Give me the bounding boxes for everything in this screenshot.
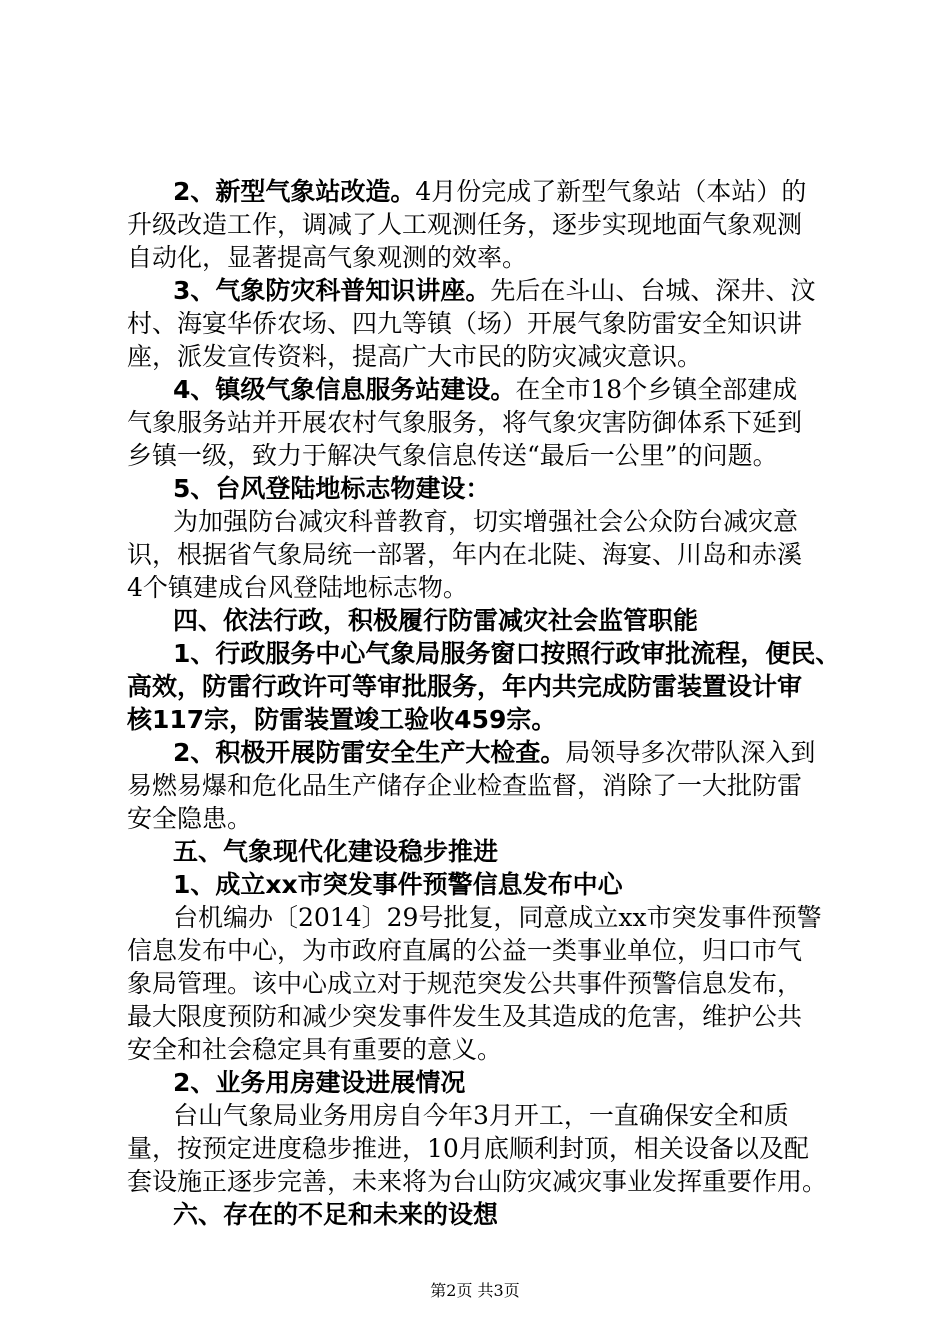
paragraph-line: 量，按预定进度稳步推进，10月底顺利封顶，相关设备以及配 <box>127 1134 809 1163</box>
item-text: 在全市18个乡镇全部建成 <box>515 375 798 404</box>
paragraph-line <box>0 736 950 770</box>
paragraph-line: 气象服务站并开展农村气象服务，将气象灾害防御体系下延到 <box>127 408 803 437</box>
paragraph-line: 高效，防雷行政许可等审批服务，年内共完成防雷装置设计审 <box>127 672 803 701</box>
item-text: 局领导多次带队深入到 <box>565 738 816 767</box>
section-heading: 五、气象现代化建设稳步推进 <box>173 837 499 866</box>
paragraph-line: 识，根据省气象局统一部署，年内在北陡、海宴、川岛和赤溪 <box>127 540 803 569</box>
section-subheading: 2、业务用房建设进展情况 <box>173 1068 466 1097</box>
paragraph-line: 套设施正逐步完善，未来将为台山防灾减灾事业发挥重要作用。 <box>127 1167 828 1196</box>
paragraph-line: 1、行政服务中心气象局服务窗口按照行政审批流程，便民、 <box>173 639 841 668</box>
section-heading: 六、存在的不足和未来的设想 <box>173 1200 499 1229</box>
paragraph-line: 台机编办〔2014〕29号批复，同意成立xx市突发事件预警 <box>173 903 822 932</box>
page-footer: 第2页 共3页 <box>430 1281 520 1300</box>
paragraph-line: 核117宗，防雷装置竣工验收459宗。 <box>127 705 557 734</box>
paragraph-line <box>0 373 950 407</box>
paragraph-line <box>0 274 950 308</box>
paragraph-line: 4个镇建成台风登陆地标志物。 <box>127 573 468 602</box>
paragraph-line: 安全隐患。 <box>127 804 253 833</box>
paragraph-line: 村、海宴华侨农场、四九等镇（场）开展气象防雷安全知识讲 <box>127 309 803 338</box>
item-heading: 2、积极开展防雷安全生产大检查。 <box>173 738 566 767</box>
paragraph-line: 乡镇一级，致力于解决气象信息传送“最后一公里”的问题。 <box>127 441 778 470</box>
paragraph-line <box>0 175 950 209</box>
item-text: 先后在斗山、台城、深井、汶 <box>490 276 816 305</box>
paragraph-line: 象局管理。该中心成立对于规范突发公共事件预警信息发布， <box>127 969 803 998</box>
paragraph-line: 台山气象局业务用房自今年3月开工，一直确保安全和质 <box>173 1101 789 1130</box>
item-heading: 4、镇级气象信息服务站建设。 <box>173 375 516 404</box>
paragraph-line: 最大限度预防和减少突发事件发生及其造成的危害，维护公共 <box>127 1002 803 1031</box>
paragraph-line: 易燃易爆和危化品生产储存企业检查监督，消除了一大批防雷 <box>127 771 803 800</box>
item-heading: 2、新型气象站改造。 <box>173 177 416 206</box>
section-subheading: 1、成立xx市突发事件预警信息发布中心 <box>173 870 623 899</box>
item-heading: 3、气象防灾科普知识讲座。 <box>173 276 491 305</box>
section-subheading: 5、台风登陆地标志物建设： <box>173 474 491 503</box>
paragraph-line: 座，派发宣传资料，提高广大市民的防灾减灾意识。 <box>127 342 703 371</box>
paragraph-line: 安全和社会稳定具有重要的意义。 <box>127 1035 503 1064</box>
section-heading: 四、依法行政，积极履行防雷减灾社会监管职能 <box>173 606 699 635</box>
paragraph-line: 为加强防台减灾科普教育，切实增强社会公众防台减灾意 <box>173 507 799 536</box>
paragraph-line: 升级改造工作，调减了人工观测任务，逐步实现地面气象观测 <box>127 210 803 239</box>
item-text: 4月份完成了新型气象站（本站）的 <box>415 177 807 206</box>
paragraph-line: 自动化，显著提高气象观测的效率。 <box>127 243 528 272</box>
paragraph-line: 信息发布中心，为市政府直属的公益一类事业单位，归口市气 <box>127 936 803 965</box>
